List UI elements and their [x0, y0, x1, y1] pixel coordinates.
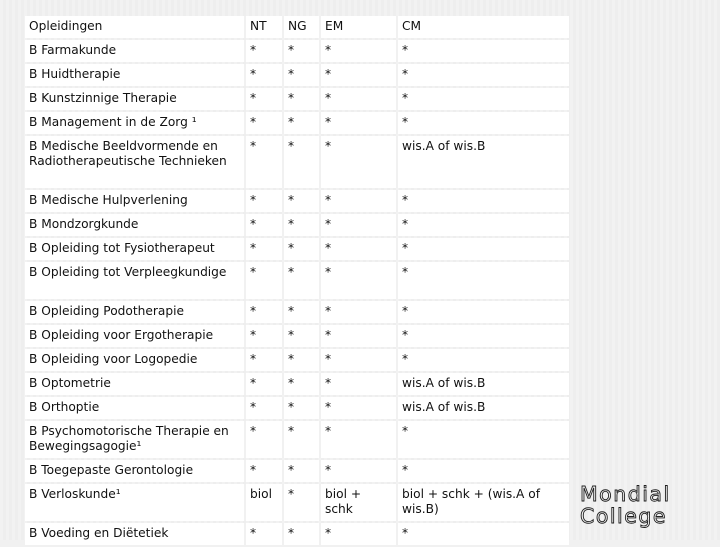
cell-ng: *: [284, 373, 321, 395]
cell-name: B Management in de Zorg ¹: [25, 112, 246, 134]
cell-cm: wis.A of wis.B: [398, 397, 569, 419]
cell-nt: *: [246, 238, 284, 260]
cell-ng: *: [284, 88, 321, 110]
cell-ng: *: [284, 136, 321, 188]
cell-em: *: [321, 523, 398, 545]
cell-name: B Opleiding voor Ergotherapie: [25, 325, 246, 347]
cell-nt: *: [246, 421, 284, 458]
table-row: [25, 349, 569, 371]
cell-cm: *: [398, 190, 569, 212]
table-row: [25, 325, 569, 347]
table-row: [25, 64, 569, 86]
cell-cm: wis.A of wis.B: [398, 136, 569, 188]
cell-cm: *: [398, 238, 569, 260]
cell-name: B Farmakunde: [25, 40, 246, 62]
table-row: [25, 136, 569, 188]
cell-em: *: [321, 136, 398, 188]
header-nt: NT: [246, 16, 284, 38]
table-row: [25, 397, 569, 419]
cell-ng: *: [284, 397, 321, 419]
cell-nt: *: [246, 460, 284, 482]
table-header-row: [25, 16, 569, 38]
cell-nt: *: [246, 40, 284, 62]
cell-cm: biol + schk + (wis.A of wis.B): [398, 484, 569, 521]
table-row: [25, 523, 569, 545]
cell-cm: *: [398, 214, 569, 236]
cell-cm: wis.A of wis.B: [398, 373, 569, 395]
header-em: EM: [321, 16, 398, 38]
logo-line-2: College: [580, 504, 667, 528]
cell-nt: *: [246, 301, 284, 323]
cell-ng: *: [284, 523, 321, 545]
cell-em: *: [321, 64, 398, 86]
cell-ng: *: [284, 190, 321, 212]
cell-nt: *: [246, 523, 284, 545]
table-row: [25, 460, 569, 482]
cell-ng: *: [284, 214, 321, 236]
cell-em: *: [321, 373, 398, 395]
cell-ng: *: [284, 460, 321, 482]
cell-name: B Opleiding Podotherapie: [25, 301, 246, 323]
cell-name: B Opleiding tot Verpleegkundige: [25, 262, 246, 299]
cell-em: *: [321, 262, 398, 299]
cell-em: *: [321, 301, 398, 323]
opleidingen-table-container: [25, 14, 569, 547]
cell-name: B Toegepaste Gerontologie: [25, 460, 246, 482]
cell-name: B Medische Hulpverlening: [25, 190, 246, 212]
header-ng: NG: [284, 16, 321, 38]
cell-name: B Opleiding tot Fysiotherapeut: [25, 238, 246, 260]
cell-name: B Voeding en Diëtetiek: [25, 523, 246, 545]
cell-name: B Optometrie: [25, 373, 246, 395]
opleidingen-table: [25, 14, 569, 547]
cell-ng: *: [284, 484, 321, 521]
cell-ng: *: [284, 349, 321, 371]
cell-nt: *: [246, 88, 284, 110]
cell-name: B Orthoptie: [25, 397, 246, 419]
table-row: [25, 40, 569, 62]
cell-name: B Huidtherapie: [25, 64, 246, 86]
cell-nt: *: [246, 325, 284, 347]
cell-nt: *: [246, 373, 284, 395]
table-row: [25, 373, 569, 395]
cell-nt: *: [246, 349, 284, 371]
cell-name: B Mondzorgkunde: [25, 214, 246, 236]
cell-nt: biol: [246, 484, 284, 521]
cell-em: *: [321, 88, 398, 110]
cell-ng: *: [284, 112, 321, 134]
cell-nt: *: [246, 262, 284, 299]
table-row: [25, 238, 569, 260]
cell-cm: *: [398, 460, 569, 482]
table-row: [25, 214, 569, 236]
cell-ng: *: [284, 238, 321, 260]
cell-em: *: [321, 397, 398, 419]
cell-nt: *: [246, 190, 284, 212]
cell-cm: *: [398, 88, 569, 110]
cell-em: *: [321, 460, 398, 482]
cell-em: *: [321, 190, 398, 212]
cell-ng: *: [284, 421, 321, 458]
table-row: [25, 484, 569, 521]
cell-name: B Verloskunde¹: [25, 484, 246, 521]
table-row: [25, 88, 569, 110]
cell-cm: *: [398, 40, 569, 62]
table-row: [25, 421, 569, 458]
table-row: [25, 190, 569, 212]
cell-cm: *: [398, 421, 569, 458]
cell-cm: *: [398, 301, 569, 323]
cell-name: B Opleiding voor Logopedie: [25, 349, 246, 371]
cell-nt: *: [246, 397, 284, 419]
table-row: [25, 301, 569, 323]
cell-em: *: [321, 214, 398, 236]
cell-cm: *: [398, 262, 569, 299]
cell-ng: *: [284, 40, 321, 62]
cell-cm: *: [398, 349, 569, 371]
cell-em: *: [321, 112, 398, 134]
cell-cm: *: [398, 523, 569, 545]
cell-em: *: [321, 421, 398, 458]
cell-nt: *: [246, 112, 284, 134]
cell-ng: *: [284, 325, 321, 347]
cell-cm: *: [398, 325, 569, 347]
cell-name: B Medische Beeldvormende en Radiotherapeutische Technieken: [25, 136, 246, 188]
table-body: [25, 16, 569, 545]
cell-nt: *: [246, 214, 284, 236]
cell-em: *: [321, 238, 398, 260]
header-opleidingen: Opleidingen: [25, 16, 246, 38]
cell-em: *: [321, 349, 398, 371]
cell-ng: *: [284, 262, 321, 299]
table-row: [25, 262, 569, 299]
table-row: [25, 112, 569, 134]
cell-ng: *: [284, 301, 321, 323]
cell-name: B Psychomotorische Therapie en Bewegingsagogie¹: [25, 421, 246, 458]
cell-em: *: [321, 40, 398, 62]
cell-cm: *: [398, 64, 569, 86]
cell-cm: *: [398, 112, 569, 134]
cell-em: biol + schk: [321, 484, 398, 521]
cell-nt: *: [246, 136, 284, 188]
cell-name: B Kunstzinnige Therapie: [25, 88, 246, 110]
mondial-college-logo: [579, 484, 709, 528]
logo-line-1: Mondial: [580, 484, 671, 506]
cell-ng: *: [284, 64, 321, 86]
header-cm: CM: [398, 16, 569, 38]
cell-nt: *: [246, 64, 284, 86]
cell-em: *: [321, 325, 398, 347]
